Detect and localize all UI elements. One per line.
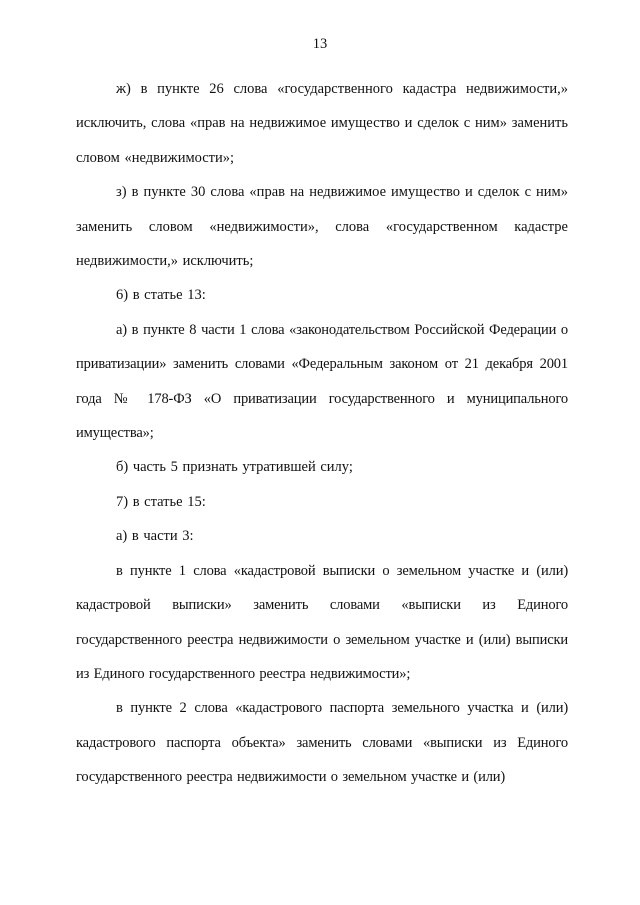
paragraph-point-2: в пункте 2 слова «кадастрового паспорта земельного участка и (или) кадастрового паспорта объекта» заменить словами «выписки из Единого государственного реестра недвижимости о земельном участке и (или) (76, 700, 568, 786)
paragraph-article-13-a: а) в пункте 8 части 1 слова «законодательством Российской Федерации о приватизации» заменить словами «Федеральным законом от 21 декабря 2001 года № 178-ФЗ «О приватизации государственного и муниципального имущества»; (76, 321, 568, 442)
paragraph-point-1: в пункте 1 слова «кадастровой выписки о земельном участке и (или) кадастровой выписки» заменить словами «выписки из Единого государственного реестра недвижимости о земельном участке и (или) выписки из Единого государственного реестра недвижимости»; (76, 562, 568, 682)
paragraph-article-15-a: а) в части 3: (116, 528, 194, 545)
page-number: 13 (312, 36, 328, 52)
paragraph-zh: ж) в пункте 26 слова «государственного кадастра недвижимости,» исключить, слова «прав на недвижимое имущество и сделок с ним» заменить словом «недвижимости»; (76, 81, 568, 166)
paragraph-z: з) в пункте 30 слова «прав на недвижимое имущество и сделок с ним» заменить словом «недвижимости», слова «государственном кадастре недвижимости,» исключить; (76, 184, 568, 270)
document-body (76, 72, 568, 795)
paragraph-article-15: 7) в статье 15: (116, 493, 206, 510)
paragraph-article-13-b: б) часть 5 признать утратившей силу; (116, 459, 353, 476)
paragraph-article-13: 6) в статье 13: (116, 287, 206, 304)
